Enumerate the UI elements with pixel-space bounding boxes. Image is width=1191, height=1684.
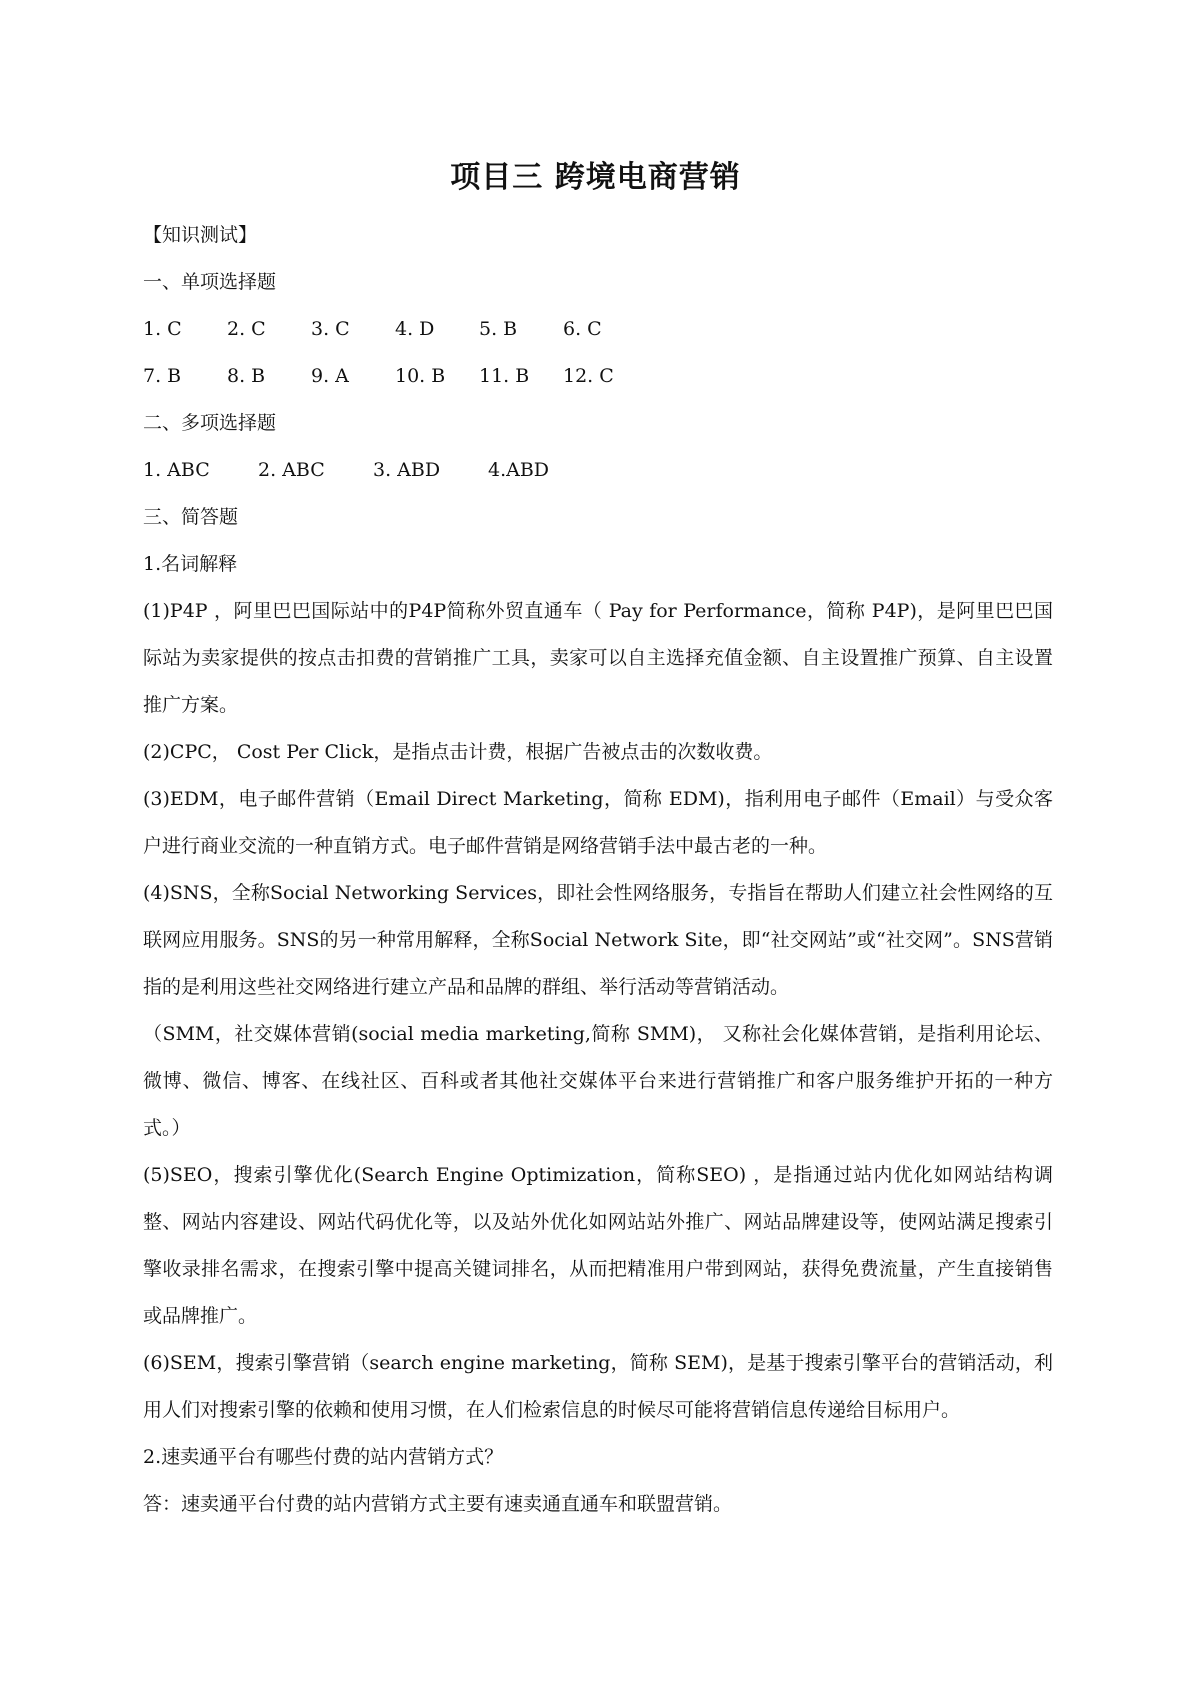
term-p4p: (1)P4P ，阿里巴巴国际站中的P4P简称外贸直通车（ Pay for Performance，简称 P4P)，是阿里巴巴国际站为卖家提供的按点击扣费的营销推广工具，卖家可以自主选择充值金额、自主设置推广预算、自主设置推广方案。 <box>143 600 1053 716</box>
multi-choice-heading: 二、多项选择题 <box>143 412 277 434</box>
answer-item: 9. A <box>311 365 349 387</box>
answer-item: 10. B <box>395 365 446 387</box>
answer-item: 7. B <box>143 365 182 387</box>
single-choice-answers-row-2 <box>143 353 1053 400</box>
single-choice-heading: 一、单项选择题 <box>143 271 277 293</box>
term-sns: (4)SNS，全称Social Networking Services，即社会性网络服务，专指旨在帮助人们建立社会性网络的互联网应用服务。SNS的另一种常用解释，全称Social Network Site，即“社交网站”或“社交网”。SNS营销指的是利用这些社交网络进行建立产品和品牌的群组、举行活动等营销活动。 <box>143 882 1053 998</box>
answer-item: 3. C <box>311 318 350 340</box>
term-seo: (5)SEO，搜索引擎优化(Search Engine Optimization，简称SEO) ，是指通过站内优化如网站结构调整、网站内容建设、网站代码优化等，以及站外优化如网站站外推广、网站品牌建设等，使网站满足搜索引擎收录排名需求，在搜索引擎中提高关键词排名，从而把精准用户带到网站，获得免费流量，产生直接销售或品牌推广。 <box>143 1164 1053 1327</box>
answer-item: 4. D <box>395 318 435 340</box>
term-smm: （SMM，社交媒体营销(social media marketing,简称 SMM)， 又称社会化媒体营销，是指利用论坛、微博、微信、博客、在线社区、百科或者其他社交媒体平台来进行营销推广和客户服务维护开拓的一种方式。） <box>143 1023 1053 1139</box>
question-1-label: 1.名词解释 <box>143 553 238 575</box>
answer-item: 1. ABC <box>143 459 210 481</box>
term-sem: (6)SEM，搜索引擎营销（search engine marketing，简称 SEM)，是基于搜索引擎平台的营销活动，利用人们对搜索引擎的依赖和使用习惯，在人们检索信息的时候尽可能将营销信息传递给目标用户。 <box>143 1352 1053 1421</box>
answer-item: 3. ABD <box>373 459 441 481</box>
answer-item: 5. B <box>479 318 518 340</box>
short-answer-heading: 三、简答题 <box>143 506 239 528</box>
answer-item: 1. C <box>143 318 182 340</box>
answer-item: 6. C <box>563 318 602 340</box>
term-edm: (3)EDM，电子邮件营销（Email Direct Marketing，简称 EDM)，指利用电子邮件（Email）与受众客户进行商业交流的一种直销方式。电子邮件营销是网络营销手法中最古老的一种。 <box>143 788 1053 857</box>
document-body <box>143 212 1053 1528</box>
single-choice-answers-row-1 <box>143 306 1053 353</box>
multi-choice-answers-row-1 <box>143 447 1053 494</box>
answer-item: 12. C <box>563 365 614 387</box>
answer-item: 2. ABC <box>258 459 325 481</box>
question-2: 2.速卖通平台有哪些付费的站内营销方式？ <box>143 1446 504 1468</box>
answer-2: 答：速卖通平台付费的站内营销方式主要有速卖通直通车和联盟营销。 <box>143 1493 733 1515</box>
document-title: 项目三 跨境电商营销 <box>450 160 741 195</box>
term-cpc: (2)CPC， Cost Per Click，是指点击计费，根据广告被点击的次数收费。 <box>143 741 773 763</box>
section-label: 【知识测试】 <box>143 224 258 246</box>
answer-item: 2. C <box>227 318 266 340</box>
answer-item: 4.ABD <box>488 459 550 481</box>
answer-item: 8. B <box>227 365 266 387</box>
answer-item: 11. B <box>479 365 530 387</box>
